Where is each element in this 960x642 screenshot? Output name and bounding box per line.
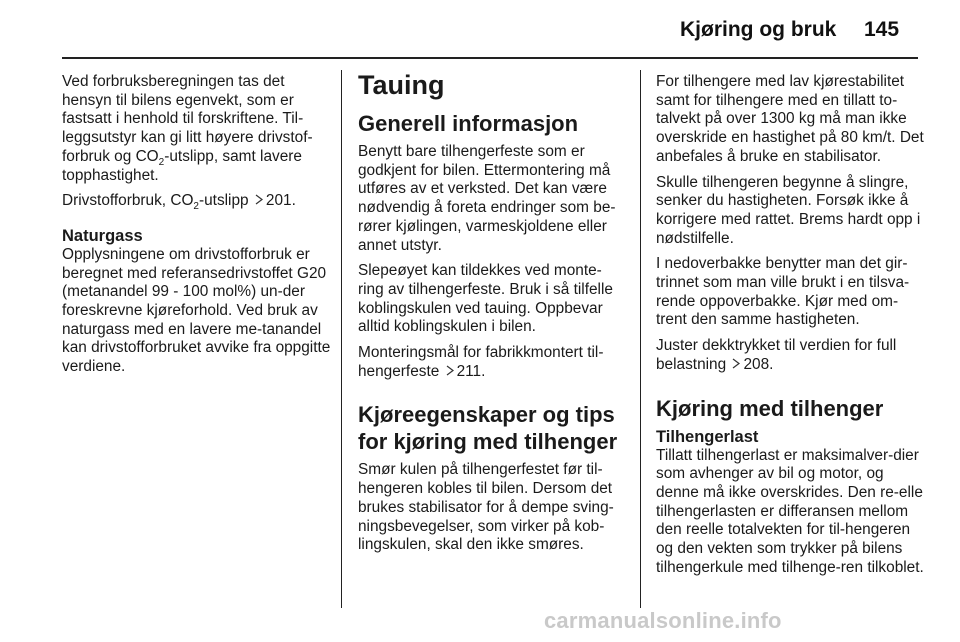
watermark: carmanualsonline.info <box>544 608 782 633</box>
paragraph <box>62 192 336 211</box>
paragraph: Tillatt tilhengerlast er maksimalver-dier som avhenger av bil og motor, og denne må ikke overskrides. Den re-elle tilhengerlasten er differansen mellom den reelle totalvekten for til-hengeren og den vekten som trykker på bilens tilhengerkule med tilhenge-ren tilkoblet. <box>656 446 924 576</box>
paragraph: Opplysningene om drivstofforbruk er beregnet med referansedrivstoffet G20 (metanandel 99 - 100 mol%) un-der foreskrevne kjøreforhold. Ved bruk av naturgass med en lavere me-tanandel kan drivstofforbruket avvike fra oppgitte verdiene. <box>62 245 331 376</box>
paragraph-text: Monteringsmål for fabrikkmontert til-hengerfeste <box>358 344 604 380</box>
paragraph: Slepeøyet kan tildekkes ved monte-ring av tilhengerfeste. Bruk i så tilfelle koblingskulen ved tauing. Oppbevar alltid koblingskulen i bilen. <box>358 262 613 336</box>
column-2 <box>358 70 626 562</box>
subsection-heading: Kjøreegenskaper og tips for kjøring med tilhenger <box>358 402 618 455</box>
page-reference[interactable]: 208. <box>743 355 774 373</box>
section-heading: Tilhengerlast <box>656 427 759 446</box>
paragraph: For tilhengere med lav kjørestabilitet samt for tilhengere med en tillatt to-talvekt på over 1300 kg må man ikke overskride en hastighet på 80 km/t. Det anbefales å bruke en stabilisator. <box>656 73 924 165</box>
header-title: Kjøring og bruk <box>680 18 837 41</box>
paragraph-text: Ved forbruksberegningen tas det hensyn til bilens egenvekt, som er fastsatt i henhold til forskriftene. Til-leggsutstyr kan gi litt høyere drivstof-forbruk og CO <box>62 73 313 165</box>
section-title: Tauing <box>358 70 445 100</box>
paragraph-text: Juster dekktrykket til verdien for full belastning <box>656 337 897 373</box>
column-divider <box>640 70 641 608</box>
paragraph <box>358 344 626 381</box>
paragraph-text: -utslipp, samt lavere topphastighet. <box>62 147 302 184</box>
header-rule <box>62 57 918 59</box>
paragraph: Skulle tilhengeren begynne å slingre, senker du hastigheten. Forsøk ikke å korrigere med rattet. Brems hardt opp i nødstilfelle. <box>656 173 921 247</box>
subsection-heading: Generell informasjon <box>358 111 579 136</box>
paragraph-text: -utslipp <box>198 192 249 210</box>
column-divider <box>341 70 342 608</box>
paragraph: I nedoverbakke benytter man det gir-trinnet som man ville brukt i en tilsva-rende oppoverbakke. Kjør med om-trent den samme hastigheten. <box>656 255 910 329</box>
subscript: 2 <box>158 156 165 168</box>
page-reference-arrow-icon <box>446 363 455 382</box>
page-reference-arrow-icon <box>255 192 264 211</box>
column-1 <box>62 73 336 384</box>
paragraph <box>656 337 924 374</box>
column-3 <box>656 73 924 584</box>
paragraph: Smør kulen på tilhengerfestet før til-hengeren kobles til bilen. Dersom det brukes stabilisator for å dempe sving-ningsbevegelser, som virker på kob-lingskulen, skal den ikke smøres. <box>358 461 614 554</box>
paragraph: Benytt bare tilhengerfeste som er godkjent for bilen. Ettermontering må utføres av et verksted. Det kan være nødvendig å foreta endringer som be-rører kjølingen, varmeskjoldene eller annet utstyr. <box>358 143 616 254</box>
subscript: 2 <box>193 201 199 213</box>
page-number: 145 <box>864 18 900 41</box>
section-heading: Naturgass <box>62 226 143 245</box>
paragraph <box>62 73 336 185</box>
page-reference[interactable]: 201. <box>265 192 296 210</box>
paragraph-text: Drivstofforbruk, CO <box>62 192 194 210</box>
page-reference[interactable]: 211. <box>456 362 486 380</box>
subsection-heading: Kjøring med tilhenger <box>656 395 884 421</box>
page-reference-arrow-icon <box>732 356 741 375</box>
